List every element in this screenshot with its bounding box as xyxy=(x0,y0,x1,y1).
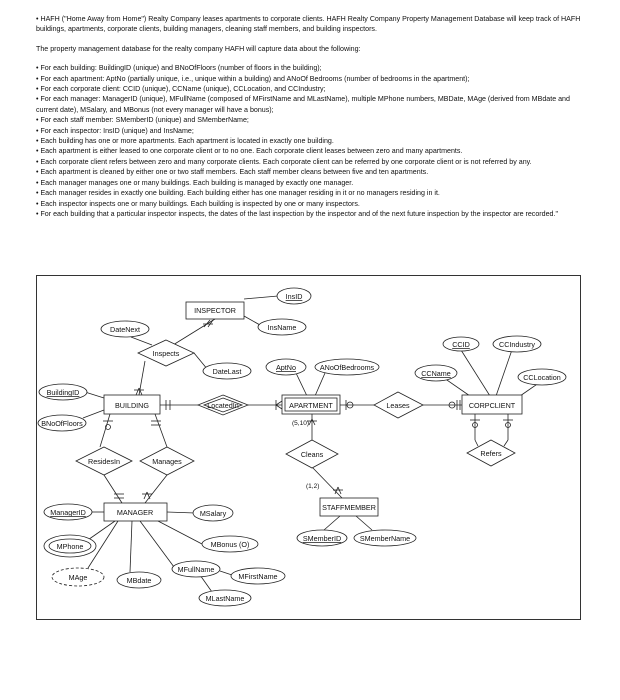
attr-datelast xyxy=(203,363,251,379)
attr-mage xyxy=(52,568,104,586)
attr-ccindustry xyxy=(493,336,541,352)
attr-mfullname-label: MFullName xyxy=(177,565,215,574)
attr-mlastname-label: MLastName xyxy=(205,594,245,603)
bullet-item: • For each manager: ManagerID (unique), MFullName (composed of MFirstName and MLastName), multiple MPhone numbers, MBDate, MAge (derived from MBdate and current date), MSalary, and MBonus (not every manager will have a bonus); xyxy=(36,95,570,114)
attr-msalary xyxy=(193,505,233,521)
attr-buildingid xyxy=(39,384,87,400)
entity-corpclient xyxy=(462,395,522,414)
cardinality-label-staff: (1,2) xyxy=(306,483,320,490)
bullet-item: • For each apartment: AptNo (partially unique, i.e., unique within a building) and ANoOf Bedrooms (number of bedrooms in the apartment); xyxy=(36,74,470,83)
relationship-manages xyxy=(140,447,194,475)
attr-datenext-label: DateNext xyxy=(110,325,140,334)
attr-mbdate xyxy=(117,572,161,588)
attr-mlastname xyxy=(199,590,251,606)
relationship-inspects xyxy=(138,340,194,366)
attr-managerid xyxy=(44,504,92,520)
attr-smemberid-label: SMemberID xyxy=(302,534,342,543)
attr-ccid xyxy=(443,337,479,351)
relationship-leases-label: Leases xyxy=(386,401,410,410)
entity-manager-label: MANAGER xyxy=(116,508,154,517)
bullet-item: • Each manager resides in exactly one building. Each building either has one manager residing in it or no managers residing in it. xyxy=(36,189,440,198)
entity-apartment-label: APARTMENT xyxy=(289,401,333,410)
intro-paragraph: • HAFH ("Home Away from Home") Realty Company leases apartments to corporate clients. HAFH Realty Company Property Management Database will keep track of HAFH buildings, apartments, corporate clients, building managers, cleaning staff members, and building inspectors. xyxy=(36,15,581,34)
attr-anoofbedrooms-label: ANoOfBedrooms xyxy=(319,363,375,372)
entity-inspector-label: INSPECTOR xyxy=(194,306,236,315)
entity-building-label: BUILDING xyxy=(115,401,149,410)
attr-ccname-label: CCName xyxy=(421,369,451,378)
relationship-refers-label: Refers xyxy=(480,449,502,458)
lead-paragraph: The property management database for the realty company HAFH will capture data about the following: xyxy=(36,44,361,53)
relationship-cleans xyxy=(286,440,338,468)
bullet-item: • Each manager manages one or many buildings. Each building is managed by exactly one manager. xyxy=(36,178,354,187)
attr-msalary-label: MSalary xyxy=(199,509,227,518)
attr-datelast-label: DateLast xyxy=(212,367,242,376)
attr-cclocation-label: CCLocation xyxy=(523,373,561,382)
entity-building xyxy=(104,395,160,414)
relationship-cleans-label: Cleans xyxy=(300,450,324,459)
attr-smembername xyxy=(354,530,416,546)
attr-mbonus xyxy=(202,536,258,552)
entity-staffmember xyxy=(320,498,378,516)
entity-corpclient-label: CORPCLIENT xyxy=(468,401,516,410)
bullet-item: • Each corporate client refers between zero and many corporate clients. Each corporate client can be referred by one corporate client or is not referred by any. xyxy=(36,157,532,166)
attr-bnooffloors-label: BNoOfFloors xyxy=(41,419,83,428)
attr-managerid-label: ManagerID xyxy=(50,508,86,517)
attr-aptno-label: AptNo xyxy=(276,363,296,372)
relationship-residesin xyxy=(76,447,132,475)
bullet-item: • Each apartment is either leased to one corporate client or to no one. Each corporate client leases between zero and many apartments. xyxy=(36,147,463,156)
attr-smembername-label: SMemberName xyxy=(359,534,411,543)
relationship-residesin-label: ResidesIn xyxy=(88,457,120,466)
attr-cclocation xyxy=(518,369,566,385)
bullet-item: • Each building has one or more apartments. Each apartment is located in exactly one building. xyxy=(36,137,334,146)
attr-mfirstname-label: MFirstName xyxy=(238,572,278,581)
bullet-item: • For each staff member: SMemberID (unique) and SMemberName; xyxy=(36,116,249,125)
attr-buildingid-label: BuildingID xyxy=(46,388,80,397)
attr-mfullname xyxy=(172,561,220,577)
bullet-item: • For each building: BuildingID (unique) and BNoOfFloors (number of floors in the building); xyxy=(36,64,322,73)
attr-datenext xyxy=(101,321,149,337)
attr-mfirstname xyxy=(231,568,285,584)
attr-bnooffloors xyxy=(38,415,86,431)
attr-insname-label: InsName xyxy=(267,323,297,332)
relationship-manages-label: Manages xyxy=(152,457,182,466)
attr-mphone xyxy=(44,535,96,557)
cardinality-label-apartment: (5,10) xyxy=(292,420,309,427)
attr-mbonus-label: MBonus (O) xyxy=(210,540,250,549)
attr-ccname xyxy=(415,365,457,381)
attr-smemberid xyxy=(297,530,347,546)
relationship-locatedin xyxy=(198,395,248,415)
attr-insname xyxy=(258,319,306,335)
attr-anoofbedrooms xyxy=(315,359,379,375)
attr-insid-label: InsID xyxy=(285,292,303,301)
entity-inspector xyxy=(186,302,244,319)
bullet-item: • Each inspector inspects one or many buildings. Each building is inspected by one or many inspectors. xyxy=(36,199,360,208)
relationship-inspects-label: Inspects xyxy=(152,349,180,358)
attr-mbdate-label: MBdate xyxy=(126,576,152,585)
attr-aptno xyxy=(266,359,306,375)
attr-ccindustry-label: CCIndustry xyxy=(499,340,535,349)
attr-mphone-label: MPhone xyxy=(56,542,84,551)
bullet-item: • For each corporate client: CCID (unique), CCName (unique), CCLocation, and CCIndustry; xyxy=(36,85,326,94)
entity-apartment xyxy=(282,395,340,414)
bullet-item: • For each building that a particular inspector inspects, the dates of the last inspection by the inspector and of the next future inspection by the inspector are recorded." xyxy=(36,209,558,218)
entity-manager xyxy=(104,503,167,521)
attr-ccid-label: CCID xyxy=(452,340,470,349)
relationship-leases xyxy=(374,392,423,418)
attr-insid xyxy=(277,288,311,304)
relationship-refers xyxy=(467,440,515,466)
bullet-item: • For each inspector: InsID (unique) and InsName; xyxy=(36,126,194,135)
bullet-item: • Each apartment is cleaned by either one or two staff members. Each staff member cleans between five and ten apartments. xyxy=(36,168,429,177)
entity-staffmember-label: STAFFMEMBER xyxy=(322,503,376,512)
relationship-locatedin-label: LocatedIn xyxy=(207,401,239,410)
attr-mage-label: MAge xyxy=(68,573,88,582)
